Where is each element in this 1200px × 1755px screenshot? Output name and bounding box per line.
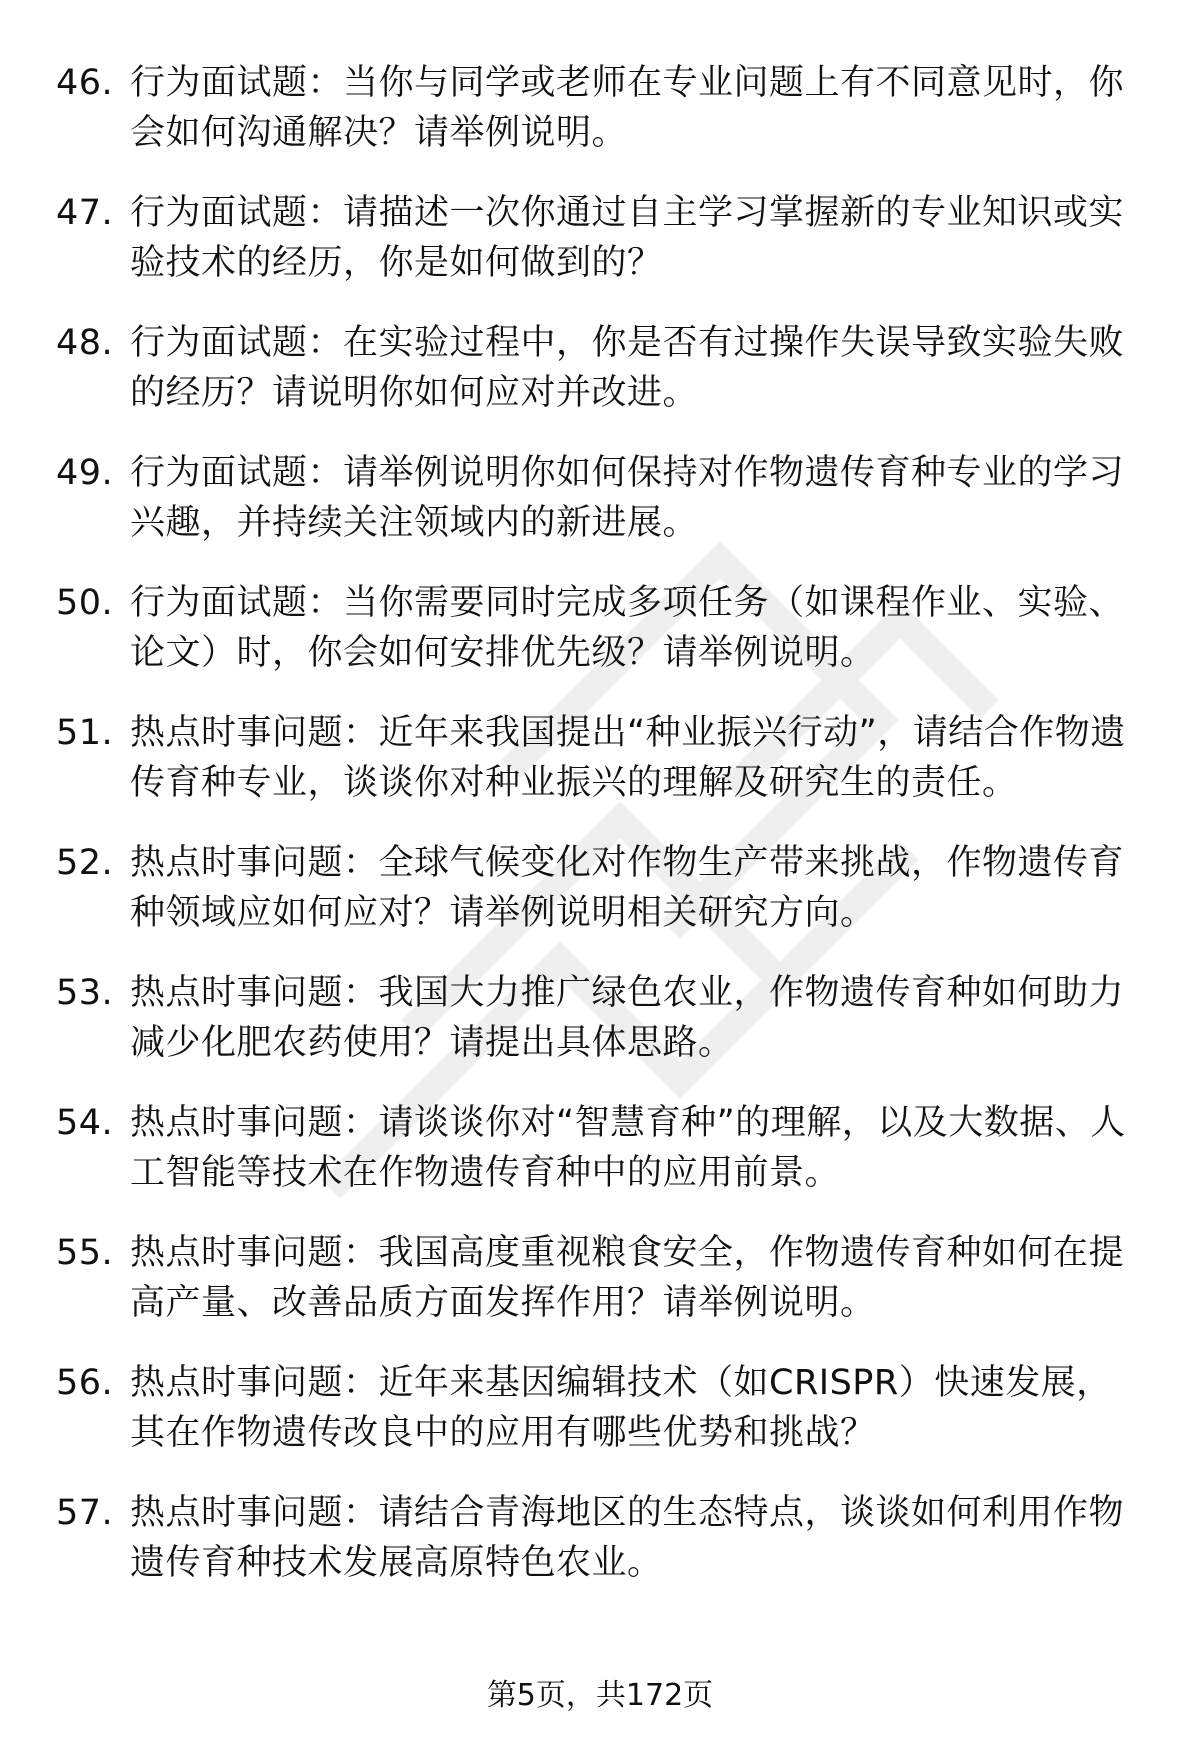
question-number: 55. [56,1233,114,1273]
question-item [0,318,1200,448]
question-text: 热点时事问题：近年来基因编辑技术（如CRISPR）快速发展，其在作物遗传改良中的应用有哪些优势和挑战？ [130,1363,1112,1453]
question-item [0,188,1200,318]
question-number: 54. [56,1103,114,1143]
question-text: 热点时事问题：我国高度重视粮食安全，作物遗传育种如何在提高产量、改善品质方面发挥作用？请举例说明。 [130,1233,1125,1323]
question-text: 行为面试题：请举例说明你如何保持对作物遗传育种专业的学习兴趣，并持续关注领域内的新进展。 [130,453,1125,543]
question-item [0,448,1200,578]
question-item [0,1488,1200,1618]
question-number: 47. [56,193,114,233]
question-text: 热点时事问题：我国大力推广绿色农业，作物遗传育种如何助力减少化肥农药使用？请提出具体思路。 [130,973,1125,1063]
question-number: 52. [56,843,114,883]
question-text: 行为面试题：在实验过程中，你是否有过操作失误导致实验失败的经历？请说明你如何应对并改进。 [130,323,1125,413]
question-item [0,1098,1200,1228]
page-footer [0,1676,1200,1716]
page-number-label: 第5页，共172页 [486,1678,714,1713]
question-number: 56. [56,1363,114,1403]
question-item [0,58,1200,188]
question-text: 行为面试题：当你需要同时完成多项任务（如课程作业、实验、论文）时，你会如何安排优先级？请举例说明。 [130,583,1125,673]
question-number: 51. [56,713,114,753]
question-text: 行为面试题：当你与同学或老师在专业问题上有不同意见时，你会如何沟通解决？请举例说明。 [130,63,1125,153]
question-number: 57. [56,1493,114,1533]
question-text: 热点时事问题：请谈谈你对“智慧育种”的理解，以及大数据、人工智能等技术在作物遗传育种中的应用前景。 [130,1103,1126,1193]
question-text: 行为面试题：请描述一次你通过自主学习掌握新的专业知识或实验技术的经历，你是如何做到的？ [130,193,1125,283]
question-item [0,838,1200,968]
question-number: 53. [56,973,114,1013]
question-text: 热点时事问题：请结合青海地区的生态特点，谈谈如何利用作物遗传育种技术发展高原特色农业。 [130,1493,1125,1583]
question-number: 49. [56,453,114,493]
question-number: 50. [56,583,114,623]
question-item [0,968,1200,1098]
question-item [0,1228,1200,1358]
question-text: 热点时事问题：近年来我国提出“种业振兴行动”，请结合作物遗传育种专业，谈谈你对种业振兴的理解及研究生的责任。 [130,713,1126,803]
question-item [0,708,1200,838]
question-number: 48. [56,323,114,363]
question-item [0,578,1200,708]
question-list [0,58,1200,1618]
question-number: 46. [56,63,114,103]
question-text: 热点时事问题：全球气候变化对作物生产带来挑战，作物遗传育种领域应如何应对？请举例说明相关研究方向。 [130,843,1125,933]
question-item [0,1358,1200,1488]
